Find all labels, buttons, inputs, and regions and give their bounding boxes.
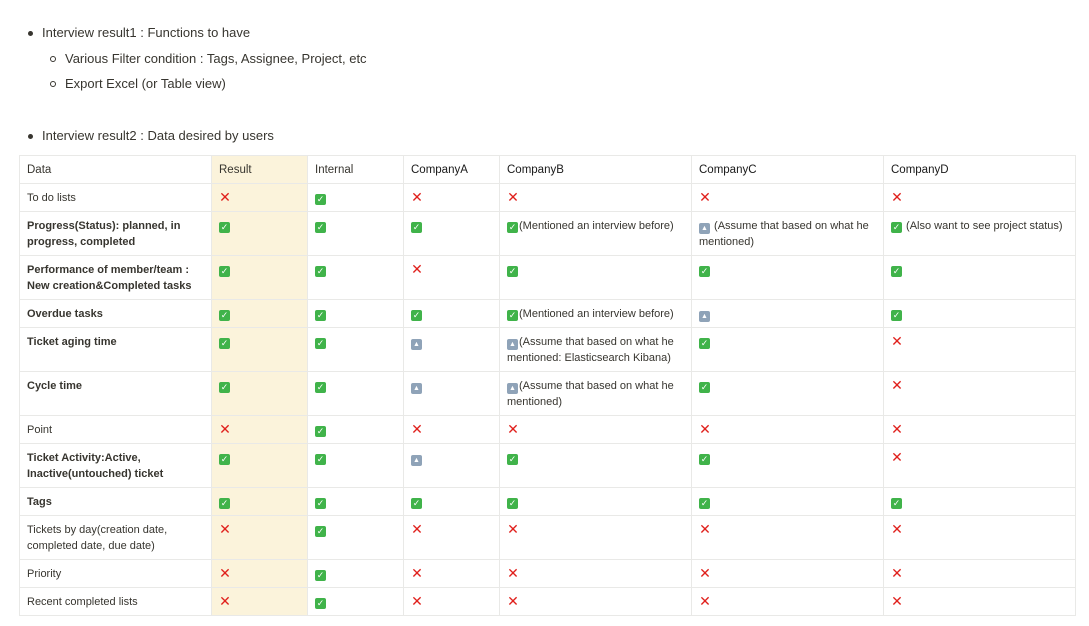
cross-mark-icon: ✕ <box>411 189 423 205</box>
check-mark-icon: ✓ <box>412 222 421 232</box>
table-row <box>20 560 1076 588</box>
cell-company-a[interactable] <box>404 488 500 516</box>
table-row <box>20 212 1076 256</box>
header-result[interactable]: Result <box>212 156 308 184</box>
cell-result[interactable] <box>212 372 308 416</box>
cross-mark-icon: ✕ <box>891 377 903 393</box>
cell-company-b[interactable] <box>500 300 692 328</box>
check-mark-icon: ✓ <box>316 310 325 320</box>
cell-note: (Mentioned an interview before) <box>519 220 674 232</box>
cell-company-d[interactable] <box>884 560 1076 588</box>
cross-mark-icon: ✕ <box>219 565 231 581</box>
cell-company-d[interactable] <box>884 488 1076 516</box>
cell-company-d[interactable] <box>884 372 1076 416</box>
hollow-bullet-icon <box>50 56 56 62</box>
cell-internal[interactable] <box>308 488 404 516</box>
cell-company-d[interactable] <box>884 256 1076 300</box>
cross-mark-icon: ✕ <box>891 421 903 437</box>
cross-mark-icon: ✕ <box>507 421 519 437</box>
cross-mark-icon: ✕ <box>891 521 903 537</box>
cross-mark-icon: ✕ <box>411 261 423 277</box>
cell-company-c[interactable] <box>692 588 884 616</box>
bullet-dot-icon <box>28 31 33 36</box>
check-mark-icon: ✓ <box>412 310 421 320</box>
row-label[interactable]: Progress(Status): planned, in progress, completed <box>20 212 212 256</box>
row-label[interactable]: Ticket aging time <box>20 328 212 372</box>
table-row <box>20 184 1076 212</box>
header-company-c[interactable]: CompanyC <box>692 156 884 184</box>
table-row <box>20 256 1076 300</box>
table-row <box>20 416 1076 444</box>
check-mark-icon: ✓ <box>700 382 709 392</box>
cross-mark-icon: ✕ <box>219 521 231 537</box>
cell-company-d[interactable] <box>884 516 1076 560</box>
cell-company-a[interactable] <box>404 212 500 256</box>
check-mark-icon: ✓ <box>316 382 325 392</box>
table-row <box>20 516 1076 560</box>
check-mark-icon: ✓ <box>316 222 325 232</box>
cell-company-d[interactable] <box>884 300 1076 328</box>
cell-company-b[interactable] <box>500 588 692 616</box>
cross-mark-icon: ✕ <box>411 565 423 581</box>
cross-mark-icon: ✕ <box>891 449 903 465</box>
hollow-bullet-icon <box>50 81 56 87</box>
cell-internal[interactable] <box>308 372 404 416</box>
cell-result[interactable] <box>212 184 308 212</box>
cell-note: (Mentioned an interview before) <box>519 308 674 320</box>
row-label[interactable]: Cycle time <box>20 372 212 416</box>
cell-company-c[interactable] <box>692 212 884 256</box>
cell-internal[interactable] <box>308 184 404 212</box>
cell-internal[interactable] <box>308 328 404 372</box>
check-mark-icon: ✓ <box>316 454 325 464</box>
cross-mark-icon: ✕ <box>699 421 711 437</box>
row-label[interactable]: Priority <box>20 560 212 588</box>
check-mark-icon: ✓ <box>316 426 325 436</box>
check-mark-icon: ✓ <box>508 498 517 508</box>
cell-company-a[interactable] <box>404 416 500 444</box>
check-mark-icon: ✓ <box>700 498 709 508</box>
cell-company-a[interactable] <box>404 300 500 328</box>
check-mark-icon: ✓ <box>316 570 325 580</box>
cell-company-c[interactable] <box>692 416 884 444</box>
check-mark-icon: ✓ <box>220 266 229 276</box>
cell-company-c[interactable] <box>692 328 884 372</box>
row-label[interactable]: To do lists <box>20 184 212 212</box>
table-row <box>20 488 1076 516</box>
cell-company-b[interactable] <box>500 184 692 212</box>
cell-note: (Also want to see project status) <box>903 220 1063 232</box>
row-label[interactable]: Point <box>20 416 212 444</box>
check-mark-icon: ✓ <box>508 222 517 232</box>
cell-company-c[interactable] <box>692 372 884 416</box>
cell-company-a[interactable] <box>404 516 500 560</box>
row-label[interactable]: Tags <box>20 488 212 516</box>
cell-result[interactable] <box>212 256 308 300</box>
check-mark-icon: ✓ <box>316 338 325 348</box>
cell-company-a[interactable] <box>404 560 500 588</box>
cell-result[interactable] <box>212 444 308 488</box>
cross-mark-icon: ✕ <box>891 189 903 205</box>
cross-mark-icon: ✕ <box>507 521 519 537</box>
up-triangle-icon: ▲ <box>507 383 518 394</box>
cell-company-c[interactable] <box>692 300 884 328</box>
cross-mark-icon: ✕ <box>699 565 711 581</box>
cell-company-c[interactable] <box>692 256 884 300</box>
cell-result[interactable] <box>212 416 308 444</box>
check-mark-icon: ✓ <box>316 526 325 536</box>
cross-mark-icon: ✕ <box>507 593 519 609</box>
up-triangle-icon: ▲ <box>699 223 710 234</box>
cell-internal[interactable] <box>308 212 404 256</box>
cell-company-b[interactable] <box>500 444 692 488</box>
cell-company-b[interactable] <box>500 212 692 256</box>
up-triangle-icon: ▲ <box>411 339 422 350</box>
check-mark-icon: ✓ <box>892 310 901 320</box>
cross-mark-icon: ✕ <box>699 189 711 205</box>
cell-internal[interactable] <box>308 560 404 588</box>
check-mark-icon: ✓ <box>220 338 229 348</box>
cross-mark-icon: ✕ <box>507 189 519 205</box>
cell-company-a[interactable] <box>404 444 500 488</box>
cell-company-b[interactable] <box>500 416 692 444</box>
cell-internal[interactable] <box>308 300 404 328</box>
cross-mark-icon: ✕ <box>891 593 903 609</box>
cell-company-d[interactable] <box>884 588 1076 616</box>
cell-company-a[interactable] <box>404 256 500 300</box>
cell-result[interactable] <box>212 560 308 588</box>
sub-bullet-text: Export Excel (or Table view) <box>65 76 226 91</box>
check-mark-icon: ✓ <box>316 194 325 204</box>
row-label[interactable]: Performance of member/team : New creation&Completed tasks <box>20 256 212 300</box>
check-mark-icon: ✓ <box>220 222 229 232</box>
check-mark-icon: ✓ <box>508 266 517 276</box>
check-mark-icon: ✓ <box>892 266 901 276</box>
up-triangle-icon: ▲ <box>411 455 422 466</box>
check-mark-icon: ✓ <box>220 382 229 392</box>
check-mark-icon: ✓ <box>508 454 517 464</box>
cross-mark-icon: ✕ <box>411 421 423 437</box>
cell-company-a[interactable] <box>404 372 500 416</box>
up-triangle-icon: ▲ <box>411 383 422 394</box>
cell-internal[interactable] <box>308 416 404 444</box>
cell-company-a[interactable] <box>404 328 500 372</box>
up-triangle-icon: ▲ <box>507 339 518 350</box>
check-mark-icon: ✓ <box>316 266 325 276</box>
cell-company-b[interactable] <box>500 328 692 372</box>
cell-company-a[interactable] <box>404 588 500 616</box>
cross-mark-icon: ✕ <box>219 189 231 205</box>
cell-company-c[interactable] <box>692 184 884 212</box>
check-mark-icon: ✓ <box>892 222 901 232</box>
cell-internal[interactable] <box>308 516 404 560</box>
cell-internal[interactable] <box>308 588 404 616</box>
header-internal[interactable]: Internal <box>308 156 404 184</box>
cell-note: (Assume that based on what he mentioned: Elasticsearch Kibana) <box>507 336 674 364</box>
cell-result[interactable] <box>212 588 308 616</box>
check-mark-icon: ✓ <box>892 498 901 508</box>
table-header-row <box>20 156 1076 184</box>
row-label[interactable]: Overdue tasks <box>20 300 212 328</box>
check-mark-icon: ✓ <box>412 498 421 508</box>
cell-company-d[interactable] <box>884 328 1076 372</box>
check-mark-icon: ✓ <box>700 338 709 348</box>
sub-bullet-text: Various Filter condition : Tags, Assignee, Project, etc <box>65 51 367 66</box>
cell-result[interactable] <box>212 212 308 256</box>
cell-company-c[interactable] <box>692 516 884 560</box>
table-row <box>20 588 1076 616</box>
row-label[interactable]: Ticket Activity:Active, Inactive(untouched) ticket <box>20 444 212 488</box>
bullet-text: Interview result1 : Functions to have <box>42 25 251 40</box>
check-mark-icon: ✓ <box>220 454 229 464</box>
table-row <box>20 444 1076 488</box>
cell-company-b[interactable] <box>500 560 692 588</box>
header-company-d[interactable]: CompanyD <box>884 156 1076 184</box>
cell-company-d[interactable] <box>884 184 1076 212</box>
cell-note: (Assume that based on what he mentioned) <box>699 220 869 248</box>
bullet-dot-icon <box>28 134 33 139</box>
up-triangle-icon: ▲ <box>699 311 710 322</box>
row-label[interactable]: Recent completed lists <box>20 588 212 616</box>
header-company-a[interactable]: CompanyA <box>404 156 500 184</box>
table-row <box>20 300 1076 328</box>
cell-company-d[interactable] <box>884 212 1076 256</box>
cross-mark-icon: ✕ <box>891 565 903 581</box>
cell-result[interactable] <box>212 328 308 372</box>
check-mark-icon: ✓ <box>508 310 517 320</box>
cell-company-c[interactable] <box>692 444 884 488</box>
cross-mark-icon: ✕ <box>699 521 711 537</box>
check-mark-icon: ✓ <box>220 498 229 508</box>
cross-mark-icon: ✕ <box>507 565 519 581</box>
check-mark-icon: ✓ <box>700 454 709 464</box>
cell-result[interactable] <box>212 300 308 328</box>
cell-result[interactable] <box>212 488 308 516</box>
check-mark-icon: ✓ <box>220 310 229 320</box>
cross-mark-icon: ✕ <box>219 593 231 609</box>
check-mark-icon: ✓ <box>316 498 325 508</box>
cell-internal[interactable] <box>308 256 404 300</box>
header-company-b[interactable]: CompanyB <box>500 156 692 184</box>
cross-mark-icon: ✕ <box>699 593 711 609</box>
cell-company-b[interactable] <box>500 488 692 516</box>
check-mark-icon: ✓ <box>316 598 325 608</box>
cell-internal[interactable] <box>308 444 404 488</box>
cell-result[interactable] <box>212 516 308 560</box>
table-body <box>20 184 1076 616</box>
cell-company-d[interactable] <box>884 416 1076 444</box>
cross-mark-icon: ✕ <box>219 421 231 437</box>
cross-mark-icon: ✕ <box>891 333 903 349</box>
cell-company-a[interactable] <box>404 184 500 212</box>
cross-mark-icon: ✕ <box>411 593 423 609</box>
cross-mark-icon: ✕ <box>411 521 423 537</box>
header-data[interactable]: Data <box>20 156 212 184</box>
bullet-text: Interview result2 : Data desired by users <box>42 128 274 143</box>
data-table <box>19 155 1076 616</box>
cell-company-b[interactable] <box>500 372 692 416</box>
cell-company-c[interactable] <box>692 488 884 516</box>
cell-note: (Assume that based on what he mentioned) <box>507 380 674 408</box>
check-mark-icon: ✓ <box>700 266 709 276</box>
cell-company-d[interactable] <box>884 444 1076 488</box>
cell-company-b[interactable] <box>500 256 692 300</box>
row-label[interactable]: Tickets by day(creation date, completed date, due date) <box>20 516 212 560</box>
table-row <box>20 328 1076 372</box>
cell-company-c[interactable] <box>692 560 884 588</box>
table-row <box>20 372 1076 416</box>
cell-company-b[interactable] <box>500 516 692 560</box>
